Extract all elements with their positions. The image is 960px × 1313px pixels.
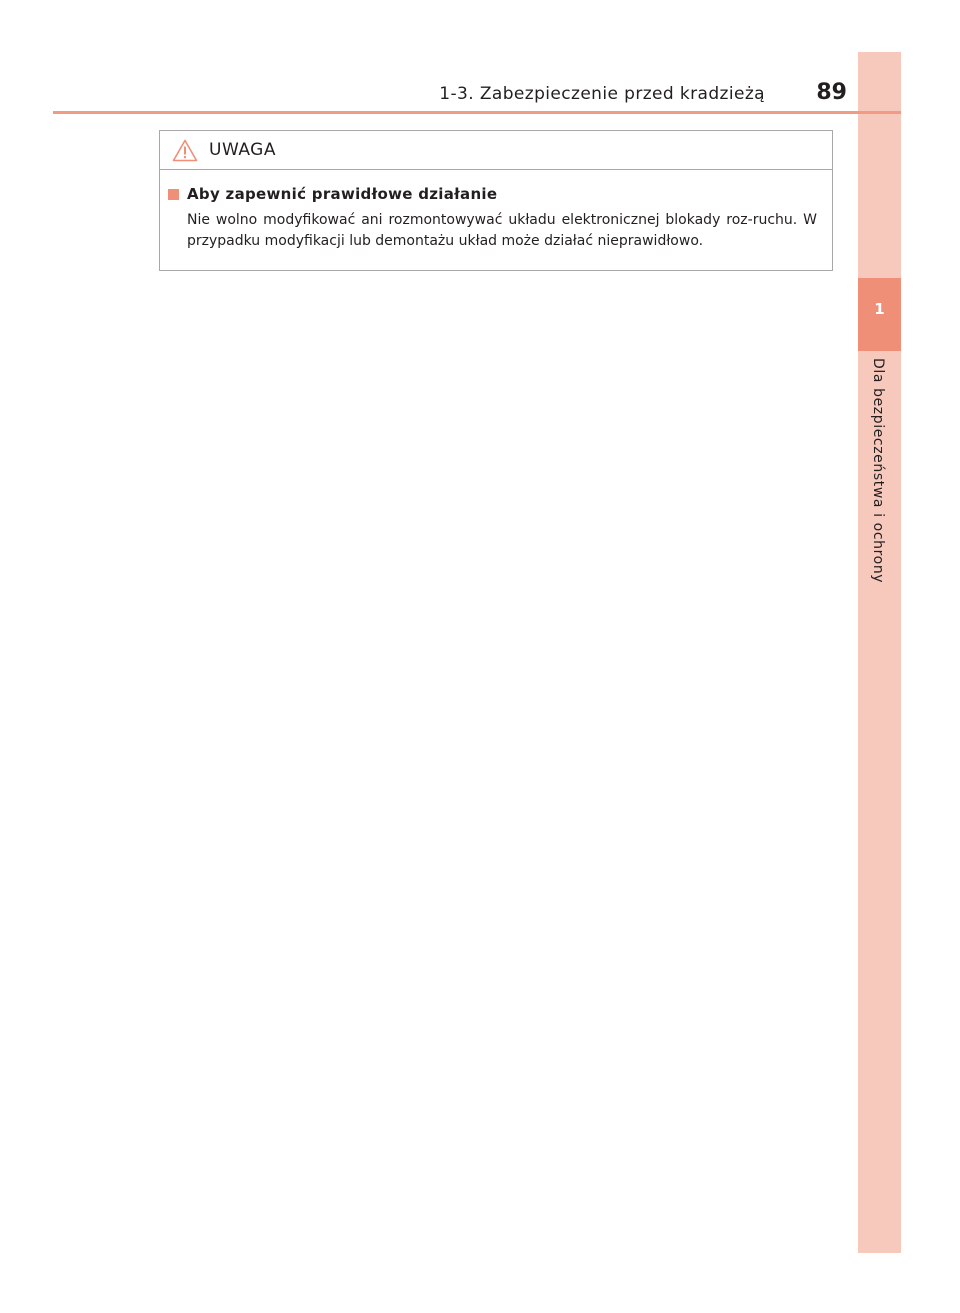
caution-item-heading: Aby zapewnić prawidłowe działanie xyxy=(187,185,498,203)
caution-header xyxy=(160,131,832,170)
caution-box xyxy=(159,130,833,271)
page-number: 89 xyxy=(816,80,847,105)
chapter-number: 1 xyxy=(874,300,885,318)
square-bullet-icon xyxy=(168,189,179,200)
header-rule xyxy=(53,111,901,114)
caution-item-text: Nie wolno modyfikować ani rozmontowywać układu elektronicznej blokady roz-ruchu. W przypadku modyfikacji lub demontażu układ może działać nieprawidłowo. xyxy=(187,212,817,249)
section-title: 1-3. Zabezpieczenie przed kradzieżą xyxy=(439,84,765,104)
caution-title: UWAGA xyxy=(209,140,276,160)
chapter-label: Dla bezpieczeństwa i ochrony xyxy=(870,358,886,584)
warning-triangle-icon xyxy=(172,139,198,162)
chapter-side-strip xyxy=(858,52,901,1253)
